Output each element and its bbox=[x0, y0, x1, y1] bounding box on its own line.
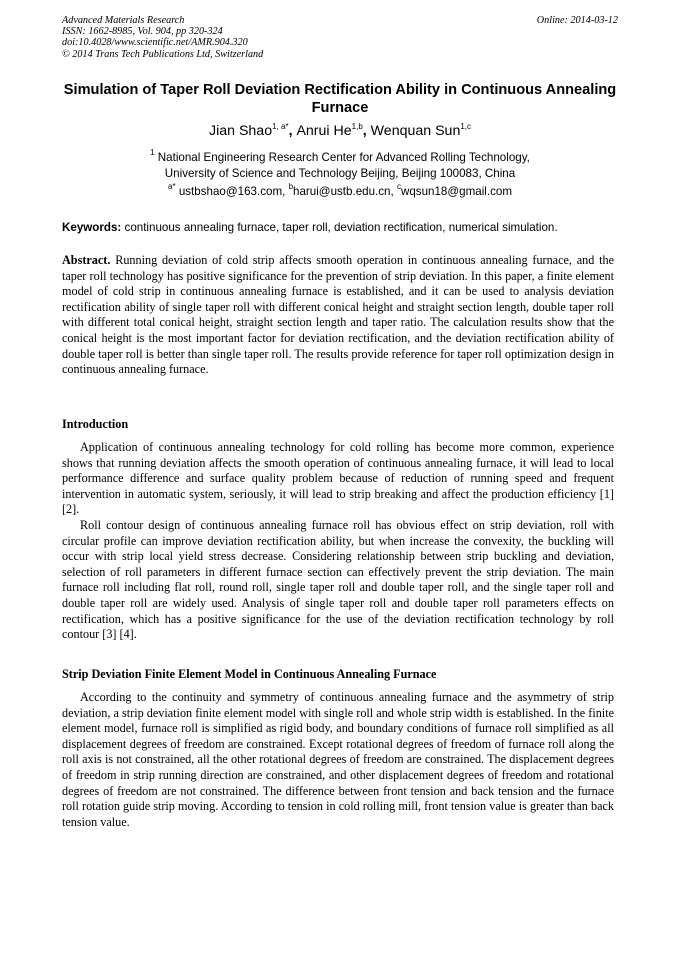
section-heading-fem-model: Strip Deviation Finite Element Model in Continuous Annealing Furnace bbox=[62, 667, 437, 681]
paragraph: Application of continuous annealing technology for cold rolling has become more common, experience shows that running deviation affects the smooth operation of continuous annealing furnace, it will lead to local performance difference and surface quality problem because of reduction of running speed and frequent intervention in automatic system, seriously, it will lead to strip breaking and affect the production efficiency [1] [2]. bbox=[62, 440, 614, 517]
author-name: Wenquan Sun bbox=[370, 123, 461, 139]
affiliation-mark: 1 bbox=[150, 148, 155, 157]
author-affiliation-mark: 1, a* bbox=[272, 122, 289, 131]
copyright-line: © 2014 Trans Tech Publications Ltd, Switzerland bbox=[62, 48, 264, 60]
affiliation bbox=[62, 150, 618, 181]
abstract-text: Running deviation of cold strip affects smooth operation in continuous annealing furnace, and the taper roll technology has positive significance for the prevention of strip deviation. In this paper, a finite element model of cold strip in continuous annealing furnace is established, and it can be used to analysis deviation rectification ability of single taper roll with different conical height and straight section length, double taper roll with different total conical height, straight section length and taper ratio. The calculation results show that the conical height is the most important factor for deviation rectification, and the deviation rectification ability of double taper roll is better than single taper roll. The results provide reference for taper roll optimization design in continuous annealing furnace. bbox=[62, 253, 615, 377]
author-name: Jian Shao bbox=[208, 123, 273, 139]
author-affiliation-mark: 1,c bbox=[460, 122, 472, 131]
email-mark: b bbox=[288, 182, 294, 191]
email-mark: a* bbox=[168, 182, 176, 191]
email-address: wqsun18@gmail.com bbox=[400, 185, 512, 198]
fem-model-body bbox=[62, 690, 614, 830]
page-header bbox=[62, 15, 618, 60]
journal-name: Advanced Materials Research bbox=[62, 15, 185, 26]
keywords-text: continuous annealing furnace, taper roll, deviation rectification, numerical simulation. bbox=[124, 221, 558, 234]
introduction-body bbox=[62, 440, 614, 643]
author-affiliation-mark: 1,b bbox=[351, 122, 363, 131]
affiliation-line: University of Science and Technology Beijing, Beijing 100083, China bbox=[164, 166, 516, 180]
author-list bbox=[62, 123, 618, 140]
keywords-label: Keywords: bbox=[62, 221, 122, 234]
paragraph: Roll contour design of continuous annealing furnace roll has obvious effect on strip deviation, roll with circular profile can improve deviation rectification ability, but when increase the convexity, the buckling will occur with strip local yield stress decrease. Considering relationship between strip buckling and deviation, selection of roll parameters in different furnace section can effectively prevent the strip deviation. The main furnace roll including flat roll, round roll, single taper roll and double taper roll, and the single taper roll and double taper roll are widely used. Analysis of single taper roll and double taper roll parameters effects on rectification, which has a positive significance for the use of the deviation rectification technology by roll contour [3] [4]. bbox=[62, 517, 614, 642]
paper-title: Simulation of Taper Roll Deviation Rectification Ability in Continuous Annealing Furnace bbox=[63, 82, 617, 116]
section-heading-introduction: Introduction bbox=[62, 417, 129, 431]
author-separator: , bbox=[288, 123, 297, 139]
author-name: Anrui He bbox=[296, 123, 352, 139]
issn-line: ISSN: 1662-8985, Vol. 904, pp 320-324 bbox=[62, 26, 223, 38]
email-address: harui@ustb.edu.cn bbox=[293, 185, 391, 198]
doi-line: doi:10.4028/www.scientific.net/AMR.904.320 bbox=[62, 37, 248, 49]
abstract-label: Abstract. bbox=[62, 253, 111, 267]
paragraph: According to the continuity and symmetry of continuous annealing furnace and the asymmetry of strip deviation, a strip deviation finite element model with single roll and whole strip width is established. In the finite element model, furnace roll is simplified as rigid body, and boundary conditions of furnace roll simplified as all displacement degrees of freedom are constrained. Except rotational degrees of freedom of furnace roll along the roll axis is not constrained, all the other rotational degrees of freedom are constrained. The displacement degrees of freedom in strip running direction are constrained, and other displacement degrees of freedom and rotational degrees of freedom are not constrained. The difference between front tension and back tension and the furnace roll rotation guide strip moving. According to tension in cold rolling mill, front tension value is greater than back tension value. bbox=[62, 690, 614, 829]
keywords bbox=[62, 220, 618, 235]
affiliation-line: National Engineering Research Center for Advanced Rolling Technology, bbox=[157, 151, 530, 164]
abstract bbox=[62, 253, 614, 378]
author-separator: , bbox=[362, 123, 371, 139]
email-mark: c bbox=[396, 182, 401, 191]
publication-info bbox=[62, 15, 618, 60]
email-address: ustbshao@163.com bbox=[178, 185, 283, 198]
online-date: Online: 2014-03-12 bbox=[536, 15, 618, 26]
email-list: $^{a*}$ ustbshao@163.com, $^b$harui@ustb.edu.cn, $^c$wqsun18@gmail.com bbox=[168, 182, 512, 198]
